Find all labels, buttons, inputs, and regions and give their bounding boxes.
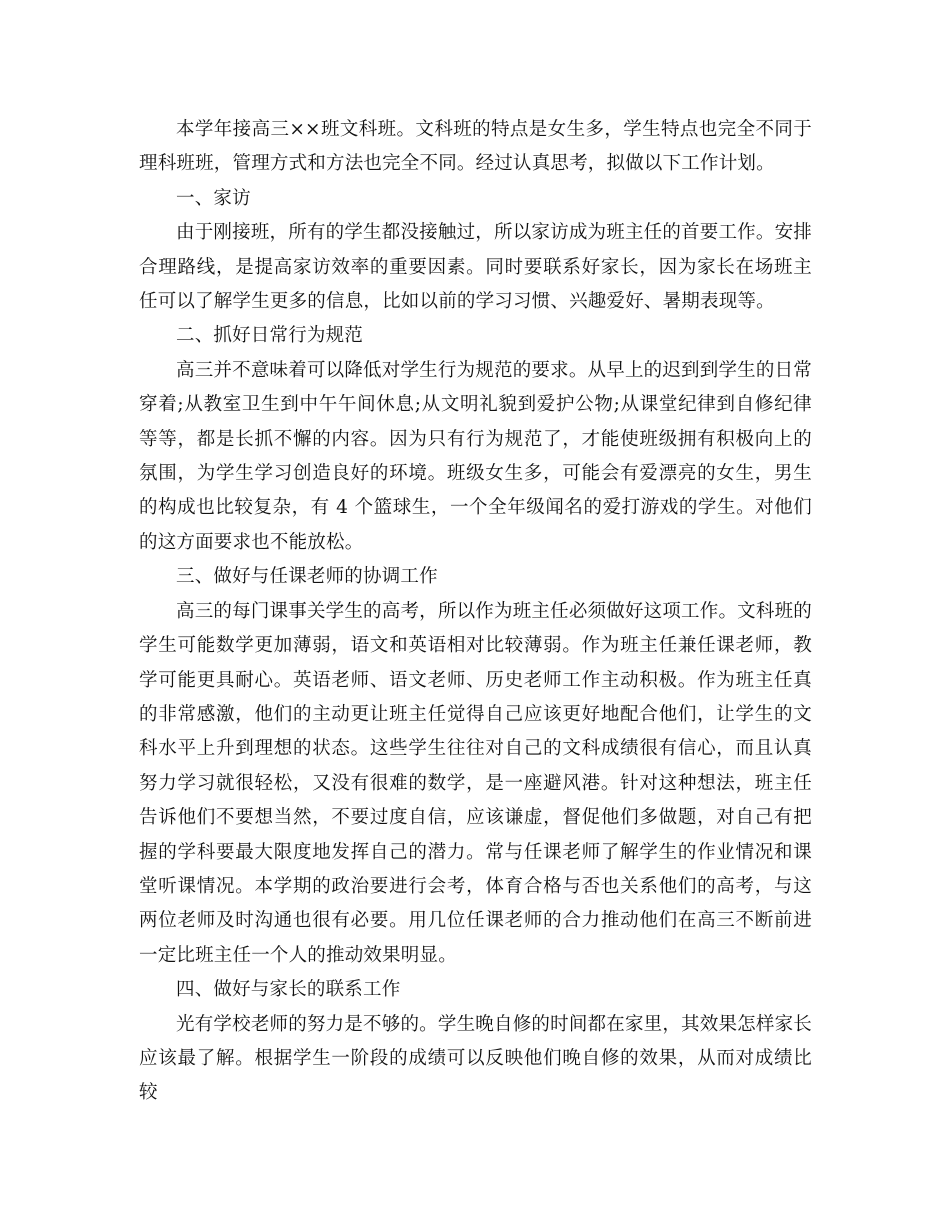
paragraph-home-visit: 由于刚接班，所有的学生都没接触过，所以家访成为班主任的首要工作。安排合理路线，是提高家访效率的重要因素。同时要联系好家长，因为家长在场班主任可以了解学生更多的信息，比如以前的学习习惯、兴趣爱好、暑期表现等。: [139, 222, 812, 313]
section-heading-teacher-coordination: 三、做好与任课老师的协调工作: [176, 566, 438, 588]
paragraph-daily-conduct: 高三并不意味着可以降低对学生行为规范的要求。从早上的迟到到学生的日常穿着;从教室卫生到中午午间休息;从文明礼貌到爱护公物;从课堂纪律到自修纪律等等，都是长抓不懈的内容。因为只有行为规范了，才能使班级拥有积极向上的氛围，为学生学习创造良好的环境。班级女生多，可能会有爱漂亮的女生，男生的构成也比较复杂，有 4 个篮球生，一个全年级闻名的爱打游戏的学生。对他们的这方面要求也不能放松。: [139, 359, 812, 553]
section-heading-parent-contact: 四、做好与家长的联系工作: [176, 979, 401, 1001]
paragraph-parent-contact: 光有学校老师的努力是不够的。学生晚自修的时间都在家里，其效果怎样家长应该最了解。根据学生一阶段的成绩可以反映他们晚自修的效果，从而对成绩比较: [139, 1013, 812, 1104]
intro-paragraph: 本学年接高三××班文科班。文科班的特点是女生多，学生特点也完全不同于理科班班，管理方式和方法也完全不同。经过认真思考，拟做以下工作计划。: [139, 119, 812, 175]
section-heading-home-visit: 一、家访: [176, 187, 251, 209]
document-body: [139, 113, 812, 1111]
section-heading-daily-conduct: 二、抓好日常行为规范: [176, 325, 364, 347]
paragraph-teacher-coordination: 高三的每门课事关学生的高考，所以作为班主任必须做好这项工作。文科班的学生可能数学更加薄弱，语文和英语相对比较薄弱。作为班主任兼任课老师，教学可能更具耐心。英语老师、语文老师、历史老师工作主动积极。作为班主任真的非常感激，他们的主动更让班主任觉得自己应该更好地配合他们，让学生的文科水平上升到理想的状态。这些学生往往对自己的文科成绩很有信心，而且认真努力学习就很轻松，又没有很难的数学，是一座避风港。针对这种想法，班主任告诉他们不要想当然，不要过度自信，应该谦虚，督促他们多做题，对自己有把握的学科要最大限度地发挥自己的潜力。常与任课老师了解学生的作业情况和课堂听课情况。本学期的政治要进行会考，体育合格与否也关系他们的高考，与这两位老师及时沟通也很有必要。用几位任课老师的合力推动他们在高三不断前进一定比班主任一个人的推动效果明显。: [139, 600, 812, 966]
